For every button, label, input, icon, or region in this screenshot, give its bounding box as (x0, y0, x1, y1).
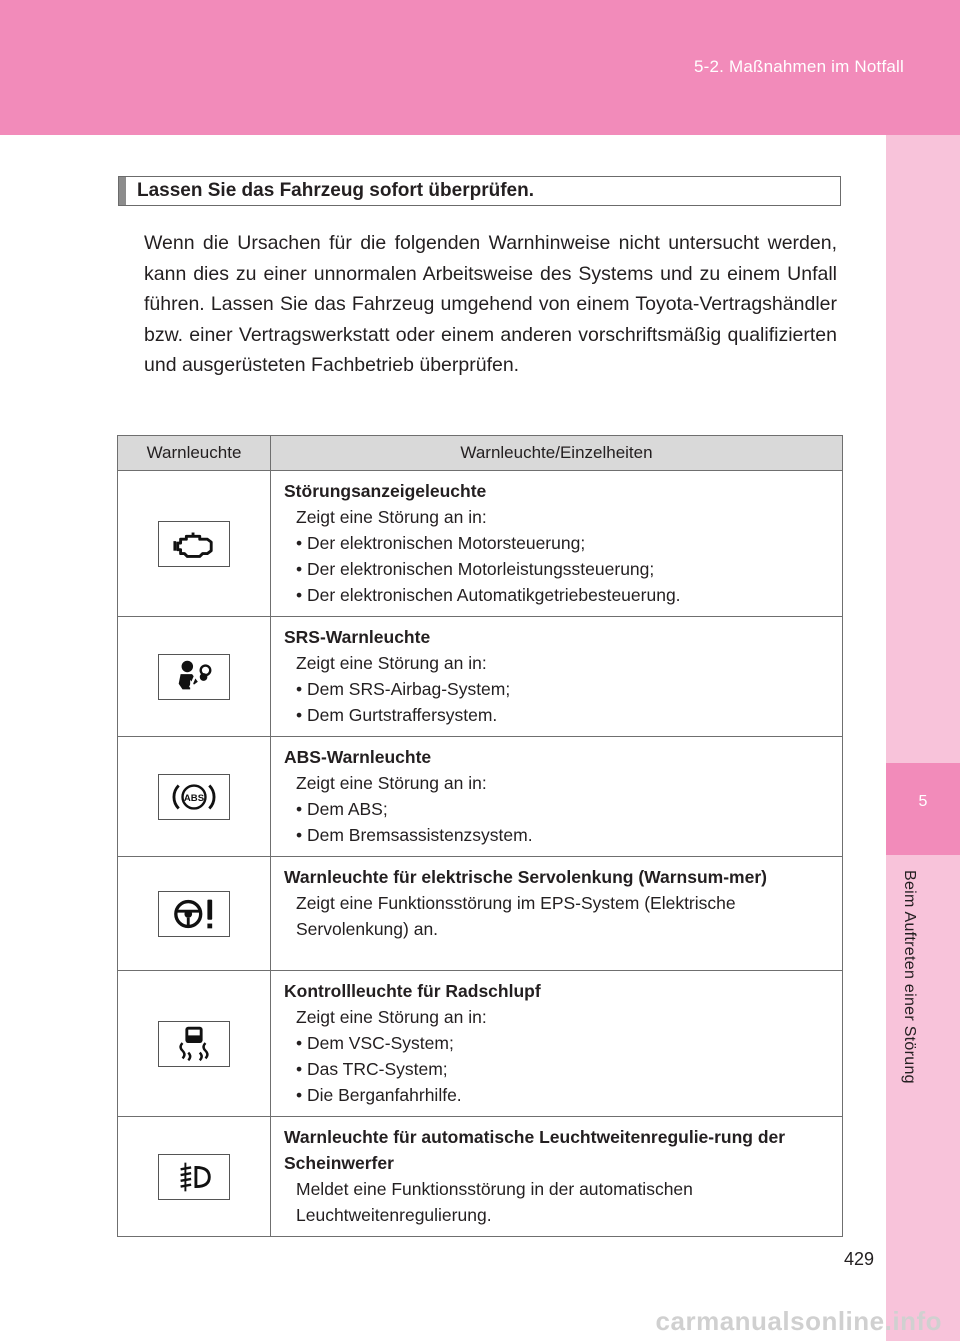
table-row (118, 737, 843, 857)
detail-line: • Dem VSC-System; (296, 1033, 454, 1053)
warning-title: SRS-Warnleuchte (284, 627, 431, 647)
intro-paragraph: Wenn die Ursachen für die folgenden Warnhinweise nicht untersucht werden, kann dies zu einer unnormalen Arbeitsweise des Systems und zu einem Unfall führen. Lassen Sie das Fahrzeug umgehend von einem Toyota-Vertragshändler bzw. einer Vertragswerkstatt oder einem anderen vorschriftsmäßig qualifizierten und ausgerüsteten Fachbetrieb überprüfen. (144, 232, 837, 377)
table-row (118, 971, 843, 1117)
warning-title: Kontrollleuchte für Radschlupf (284, 981, 541, 1001)
sidebar-strip (886, 135, 960, 1341)
detail-line: Zeigt eine Störung an in: (296, 653, 487, 673)
warning-title: ABS-Warnleuchte (284, 747, 432, 767)
detail-line: • Das TRC-System; (296, 1059, 448, 1079)
detail-line: Zeigt eine Störung an in: (296, 1007, 487, 1027)
detail-line: Zeigt eine Störung an in: (296, 507, 487, 527)
detail-line: • Dem Gurtstraffersystem. (296, 705, 498, 725)
chapter-number: 5 (918, 793, 928, 810)
page-number: 429 (843, 1249, 874, 1269)
detail-line: Zeigt eine Störung an in: (296, 773, 487, 793)
detail-line: Zeigt eine Funktionsstörung im EPS-System (Elektrische Servolenkung) an. (296, 893, 736, 939)
warning-title: Warnleuchte für elektrische Servolenkung (Warnsum-mer) (284, 867, 767, 887)
skid-icon (158, 1021, 230, 1067)
table-row (118, 857, 843, 971)
section-header: 5-2. Maßnahmen im Notfall (693, 57, 904, 76)
detail-line: Meldet eine Funktionsstörung in der automatischen Leuchtweitenregulierung. (296, 1179, 693, 1225)
table-row (118, 617, 843, 737)
table-row (118, 1117, 843, 1237)
warning-title: Störungsanzeigeleuchte (284, 481, 487, 501)
watermark: carmanualsonline.info (655, 1306, 942, 1336)
abs-icon-label: ABS (183, 792, 205, 804)
detail-line: • Die Berganfahrhilfe. (296, 1085, 462, 1105)
chapter-title: Beim Auftreten einer Störung (901, 870, 918, 1084)
engine-icon (158, 521, 230, 567)
warning-light-table (117, 435, 843, 1237)
abs-icon (158, 774, 230, 820)
column-header: Warnleuchte/Einzelheiten (271, 436, 843, 471)
detail-line: • Dem ABS; (296, 799, 388, 819)
table-header-row (118, 436, 843, 471)
section-heading: Lassen Sie das Fahrzeug sofort überprüfen. (137, 180, 534, 201)
table-row (118, 471, 843, 617)
airbag-icon (158, 654, 230, 700)
section-heading-box (118, 176, 841, 206)
steering-warning-icon (158, 891, 230, 937)
warning-title: Warnleuchte für automatische Leuchtweitenregulie-rung der Scheinwerfer (284, 1127, 786, 1173)
heading-accent-bar (119, 177, 126, 205)
headlight-level-icon (158, 1154, 230, 1200)
detail-line: • Dem Bremsassistenzsystem. (296, 825, 533, 845)
detail-line: • Der elektronischen Automatikgetriebesteuerung. (296, 585, 681, 605)
column-header: Warnleuchte (118, 436, 271, 471)
detail-line: • Dem SRS-Airbag-System; (296, 679, 511, 699)
detail-line: • Der elektronischen Motorleistungssteuerung; (296, 559, 655, 579)
detail-line: • Der elektronischen Motorsteuerung; (296, 533, 586, 553)
